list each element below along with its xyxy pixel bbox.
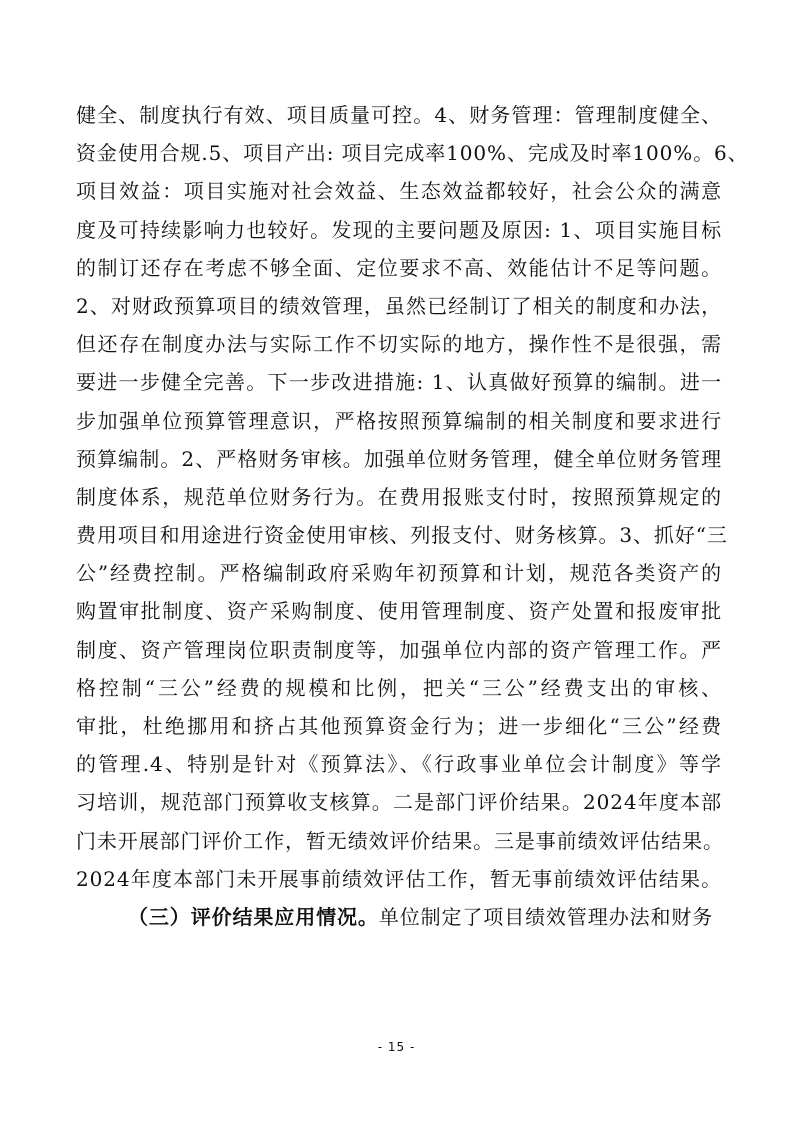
text-line: 度及可持续影响力也较好。发现的主要问题及原因: 1、项目实施目标 bbox=[76, 217, 722, 242]
section-paragraph bbox=[76, 898, 722, 936]
text-line: 购置审批制度、资产采购制度、使用管理制度、资产处置和报废审批 bbox=[76, 599, 722, 624]
body-text bbox=[76, 96, 749, 936]
text-line: 但还存在制度办法与实际工作不切实际的地方，操作性不是很强，需 bbox=[76, 332, 722, 357]
page-number: - 15 - bbox=[377, 1040, 416, 1054]
text-line: 的管理.4、特别是针对《预算法》、《行政事业单位会计制度》等学 bbox=[76, 752, 722, 777]
text-line: 制度体系，规范单位财务行为。在费用报账支付时，按照预算规定的 bbox=[76, 484, 722, 509]
text-line: 健全、制度执行有效、项目质量可控。4、财务管理：管理制度健全、 bbox=[76, 103, 722, 127]
text-line: 预算编制。2、严格财务审核。加强单位财务管理，健全单位财务管理 bbox=[76, 446, 722, 471]
text-line: 资金使用合规.5、项目产出: 项目完成率100%、完成及时率100%。6、 bbox=[76, 141, 749, 166]
section-text: 单位制定了项目绩效管理办法和财务 bbox=[378, 904, 714, 929]
text-line: 步加强单位预算管理意识，严格按照预算编制的相关制度和要求进行 bbox=[76, 408, 722, 433]
text-line: 项目效益：项目实施对社会效益、生态效益都较好，社会公众的满意 bbox=[76, 179, 722, 204]
text-line: 2、对财政预算项目的绩效管理，虽然已经制订了相关的制度和办法， bbox=[76, 293, 722, 318]
text-line: 费用项目和用途进行资金使用审核、列报支付、财务核算。3、抓好“三 bbox=[76, 523, 728, 548]
text-line: 习培训，规范部门预算收支核算。二是部门评价结果。2024年度本部 bbox=[76, 790, 722, 815]
text-line: 门未开展部门评价工作，暂无绩效评价结果。三是事前绩效评估结果。 bbox=[76, 828, 724, 853]
text-line: 公”经费控制。严格编制政府采购年初预算和计划，规范各类资产的 bbox=[76, 561, 722, 586]
text-line: 的制订还存在考虑不够全面、定位要求不高、效能估计不足等问题。 bbox=[76, 255, 722, 280]
text-line: 制度、资产管理岗位职责制度等，加强单位内部的资产管理工作。严 bbox=[76, 637, 722, 662]
text-line: 2024年度本部门未开展事前绩效评估工作，暂无事前绩效评估结果。 bbox=[76, 866, 722, 891]
section-heading: （三）评价结果应用情况。 bbox=[128, 904, 379, 929]
text-line: 要进一步健全完善。下一步改进措施: 1、认真做好预算的编制。进一 bbox=[76, 370, 722, 395]
text-line: 格控制“三公”经费的规模和比例，把关“三公”经费支出的审核、 bbox=[76, 675, 722, 700]
text-line: 审批，杜绝挪用和挤占其他预算资金行为；进一步细化“三公”经费 bbox=[76, 714, 722, 738]
